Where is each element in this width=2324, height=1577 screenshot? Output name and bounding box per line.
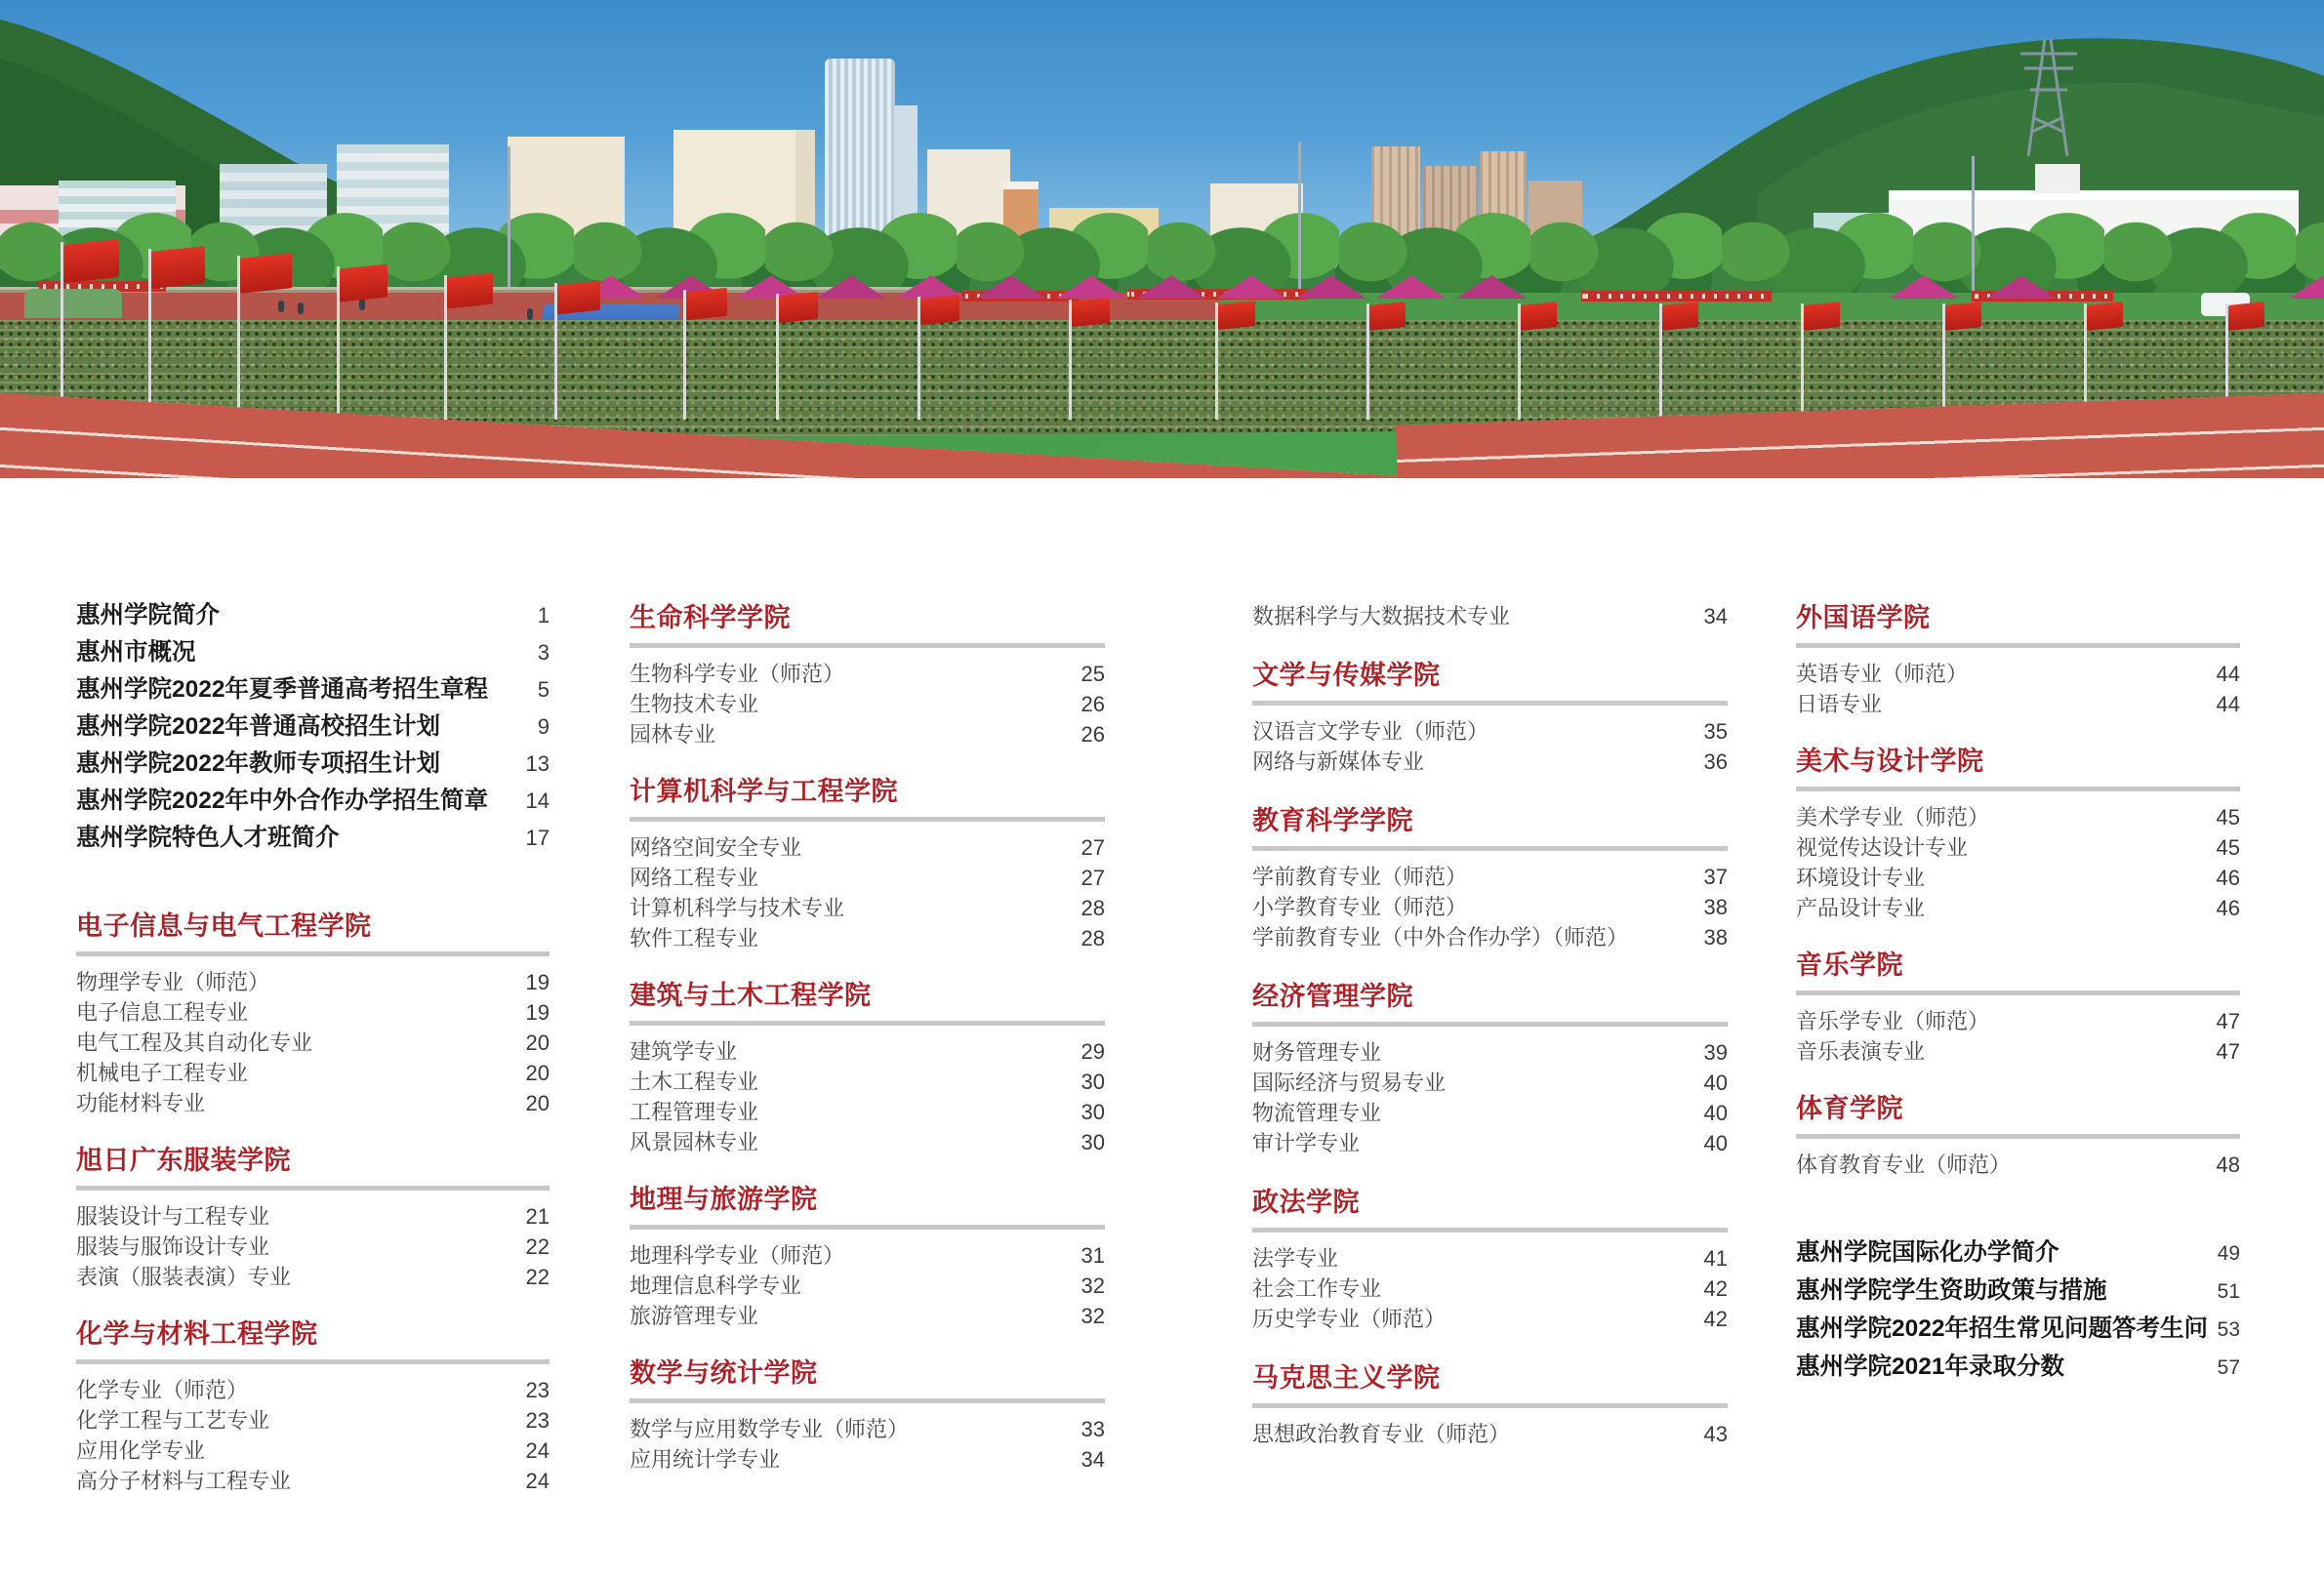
- toc-entry-page: 47: [2216, 1039, 2240, 1064]
- toc-entry: [630, 689, 1105, 719]
- toc-back-entry-label: 惠州学院国际化办学简介: [1796, 1239, 2059, 1266]
- toc-entry-label: 历史学专业（师范）: [1252, 1307, 1447, 1331]
- toc-entry-page: 25: [1080, 662, 1105, 686]
- toc-entry-page: 40: [1703, 1071, 1728, 1095]
- section-divider: [1252, 846, 1728, 851]
- toc-entry-page: 29: [1080, 1039, 1105, 1064]
- toc-front-entry-page: 5: [537, 677, 550, 702]
- toc-entry-label: 土木工程专业: [630, 1070, 759, 1094]
- toc-entry-label: 网络空间安全专业: [630, 835, 802, 860]
- toc-entry: [1796, 659, 2240, 689]
- toc-entry: [1252, 1304, 1728, 1334]
- college-section: [630, 603, 1105, 749]
- toc-entry-page: 28: [1080, 926, 1105, 950]
- toc-back-entry-label: 惠州学院2021年录取分数: [1796, 1354, 2065, 1380]
- college-heading: 计算机科学与工程学院: [630, 777, 898, 806]
- toc-entry-label: 计算机科学与技术专业: [630, 896, 845, 920]
- toc-entry-label: 物理学专业（师范）: [76, 970, 270, 994]
- toc-entry-page: 19: [525, 970, 550, 994]
- toc-back-entry: [1796, 1273, 2240, 1311]
- toc-entry-label: 汉语言文学专业（师范）: [1252, 719, 1489, 744]
- toc-entry: [1252, 1128, 1728, 1158]
- toc-entry-label: 国际经济与贸易专业: [1252, 1071, 1447, 1095]
- toc-entry: [630, 1414, 1105, 1444]
- college-section: [1796, 603, 2240, 719]
- toc-entry: [630, 923, 1105, 953]
- toc-entry: [630, 1240, 1105, 1271]
- toc-entry-page: 47: [2216, 1009, 2240, 1033]
- college-heading: 外国语学院: [1796, 603, 1931, 632]
- section-divider: [76, 951, 550, 956]
- toc-entry-page: 42: [1703, 1276, 1728, 1301]
- toc-entry: [630, 1097, 1105, 1127]
- toc-back-entry-page: 57: [2217, 1356, 2240, 1379]
- toc-entry-page: 23: [525, 1378, 550, 1402]
- college-heading: 生命科学学院: [630, 603, 791, 632]
- toc-entry-page: 44: [2216, 692, 2240, 716]
- toc-entry-label: 音乐学专业（师范）: [1796, 1009, 1990, 1033]
- toc-front-entry: [76, 783, 550, 820]
- college-section: [1252, 1363, 1728, 1449]
- toc-entry-label: 地理科学专业（师范）: [630, 1243, 845, 1268]
- college-heading: 旭日广东服装学院: [76, 1146, 291, 1175]
- toc-entry-label: 英语专业（师范）: [1796, 662, 1969, 686]
- toc-entry-label: 网络工程专业: [630, 866, 759, 890]
- toc-entry-label: 机械电子工程专业: [76, 1061, 249, 1085]
- toc-front-entry-label: 惠州学院简介: [76, 602, 220, 628]
- section-divider: [630, 1225, 1105, 1230]
- toc-back-list: [1796, 1234, 2240, 1387]
- toc-entry-page: 31: [1080, 1243, 1105, 1268]
- toc-front-entry: [76, 820, 550, 857]
- section-divider: [1796, 643, 2240, 648]
- toc-entry-label: 美术学专业（师范）: [1796, 805, 1990, 829]
- toc-entry-page: 46: [2216, 896, 2240, 920]
- toc-entry-label: 生物科学专业（师范）: [630, 662, 845, 686]
- toc-back-entry: [1796, 1349, 2240, 1387]
- toc-entry-page: 24: [525, 1438, 550, 1463]
- college-heading: 体育学院: [1796, 1094, 1903, 1123]
- section-divider: [1252, 701, 1728, 706]
- toc-entry-page: 20: [525, 1091, 550, 1115]
- toc-entry: [630, 719, 1105, 749]
- toc-entry-page: 35: [1703, 719, 1728, 744]
- toc-front-entry-label: 惠州学院2022年普通高校招生计划: [76, 713, 441, 740]
- toc-entry: [630, 1301, 1105, 1331]
- toc-entry: [1252, 1037, 1728, 1068]
- college-section: [76, 1146, 550, 1292]
- toc-back-entry: [1796, 1234, 2240, 1273]
- toc-entry-label: 化学专业（师范）: [76, 1378, 249, 1402]
- section-divider: [1796, 991, 2240, 995]
- toc-entry-page: 32: [1080, 1274, 1105, 1298]
- toc-entry: [1252, 892, 1728, 922]
- toc-entry-page: 21: [525, 1204, 550, 1229]
- toc-entry: [76, 1405, 550, 1435]
- toc-entry-label: 产品设计专业: [1796, 896, 1926, 920]
- toc-entry: [76, 1435, 550, 1466]
- college-section: [630, 981, 1105, 1157]
- toc-entry: [630, 1067, 1105, 1097]
- toc-entry-label: 风景园林专业: [630, 1130, 759, 1154]
- toc-entry-page: 32: [1080, 1304, 1105, 1328]
- toc-entry: [76, 967, 550, 997]
- toc-entry-page: 38: [1703, 895, 1728, 919]
- toc-front-entry: [76, 597, 550, 634]
- toc-entry-page: 27: [1080, 866, 1105, 890]
- toc-entry: [1796, 863, 2240, 893]
- toc-entry-label: 音乐表演专业: [1796, 1039, 1926, 1064]
- toc-entry: [630, 893, 1105, 923]
- toc-entry-page: 34: [1703, 604, 1728, 628]
- section-divider: [630, 817, 1105, 822]
- toc-entry-label: 日语专业: [1796, 692, 1883, 716]
- toc-entry: [76, 1058, 550, 1088]
- toc-entry-page: 30: [1080, 1100, 1105, 1124]
- toc-entry-label: 法学专业: [1252, 1246, 1339, 1271]
- toc-front-entry-label: 惠州市概况: [76, 639, 196, 666]
- section-divider: [630, 1398, 1105, 1403]
- college-section: [630, 777, 1105, 953]
- toc-back-entry-page: 51: [2217, 1280, 2240, 1303]
- toc-entry-label: 化学工程与工艺专业: [76, 1408, 270, 1433]
- toc-entry-page: 19: [525, 1000, 550, 1025]
- toc-entry-label: 生物技术专业: [630, 692, 759, 716]
- college-heading: 数学与统计学院: [630, 1358, 818, 1388]
- section-divider: [1252, 1228, 1728, 1233]
- toc-column-1: [76, 597, 550, 1496]
- toc-entry-page: 34: [1080, 1447, 1105, 1472]
- college-section: [630, 1185, 1105, 1331]
- college-heading: 政法学院: [1252, 1188, 1360, 1217]
- toc-back-entry: [1796, 1311, 2240, 1349]
- toc-entry-label: 软件工程专业: [630, 926, 759, 950]
- toc-entry-page: 37: [1703, 865, 1728, 889]
- toc-entry: [1252, 922, 1728, 952]
- toc-column-2: [630, 603, 1105, 1475]
- toc-entry-label: 学前教育专业（师范）: [1252, 865, 1468, 889]
- toc-entry: [76, 1375, 550, 1405]
- toc-entry: [630, 863, 1105, 893]
- college-heading: 文学与传媒学院: [1252, 661, 1441, 690]
- toc-entry-label: 学前教育专业（中外合作办学）（师范）: [1252, 925, 1629, 950]
- toc-front-entry: [76, 671, 550, 708]
- college-section: [1252, 982, 1728, 1158]
- toc-entry-label: 电气工程及其自动化专业: [76, 1031, 313, 1055]
- toc-entry: [1252, 1243, 1728, 1274]
- toc-back-entry-label: 惠州学院学生资助政策与措施: [1796, 1277, 2107, 1304]
- section-divider: [76, 1359, 550, 1364]
- toc-entry: [1252, 1068, 1728, 1098]
- toc-entry: [1796, 1006, 2240, 1036]
- toc-back-entry-page: 49: [2217, 1242, 2240, 1265]
- toc-entry: [76, 1028, 550, 1058]
- toc-entry-label: 数据科学与大数据技术专业: [1252, 604, 1511, 628]
- college-heading: 地理与旅游学院: [630, 1185, 818, 1214]
- toc-front-entry-page: 14: [525, 788, 550, 813]
- toc-entry: [1796, 832, 2240, 863]
- toc-entry: [1252, 747, 1728, 777]
- toc-entry-page: 40: [1703, 1101, 1728, 1125]
- toc-entry-label: 财务管理专业: [1252, 1040, 1382, 1065]
- toc-entry-page: 42: [1703, 1307, 1728, 1331]
- toc-front-entry-page: 3: [537, 640, 550, 665]
- college-heading: 化学与材料工程学院: [76, 1319, 318, 1349]
- toc-entry-page: 45: [2216, 805, 2240, 829]
- toc-entry: [1796, 802, 2240, 832]
- toc-entry-page: 40: [1703, 1131, 1728, 1155]
- toc-entry-page: 44: [2216, 662, 2240, 686]
- college-section: [1796, 950, 2240, 1067]
- toc-entry-page: 45: [2216, 835, 2240, 860]
- college-heading: 音乐学院: [1796, 950, 1903, 980]
- toc-entry-page: 20: [525, 1031, 550, 1055]
- toc-entry-page: 30: [1080, 1130, 1105, 1154]
- toc-entry-page: 20: [525, 1061, 550, 1085]
- toc-entry-label: 建筑学专业: [630, 1039, 738, 1064]
- toc-entry: [1796, 1150, 2240, 1180]
- toc-front-entry: [76, 708, 550, 746]
- toc-entry-label: 思想政治教育专业（师范）: [1252, 1422, 1511, 1446]
- section-divider: [1252, 1022, 1728, 1027]
- toc-entry-label: 应用化学专业: [76, 1438, 206, 1463]
- college-section: [76, 1319, 550, 1496]
- toc-entry: [1252, 862, 1728, 892]
- toc-entry-page: 27: [1080, 835, 1105, 860]
- college-section: [630, 1358, 1105, 1475]
- toc-front-entry: [76, 634, 550, 671]
- college-heading: 建筑与土木工程学院: [630, 981, 872, 1010]
- toc-entry: [1252, 1098, 1728, 1128]
- toc-column-4: [1796, 603, 2240, 1387]
- toc-entry-label: 审计学专业: [1252, 1131, 1361, 1155]
- toc-entry-label: 电子信息工程专业: [76, 1000, 249, 1025]
- section-divider: [76, 1186, 550, 1191]
- toc-front-entry: [76, 746, 550, 783]
- toc-entry: [76, 1088, 550, 1118]
- toc-entry: [630, 1036, 1105, 1067]
- toc-entry-page: 48: [2216, 1152, 2240, 1177]
- college-heading: 电子信息与电气工程学院: [76, 911, 372, 941]
- toc-entry-page: 39: [1703, 1040, 1728, 1065]
- toc-back-entry-page: 53: [2217, 1318, 2240, 1341]
- toc-entry: [76, 1232, 550, 1262]
- toc-entry: [1252, 1274, 1728, 1304]
- toc-entry-page: 46: [2216, 866, 2240, 890]
- toc-entry: [630, 1127, 1105, 1157]
- toc-entry-label: 网络与新媒体专业: [1252, 749, 1425, 774]
- toc-entry: [630, 659, 1105, 689]
- toc-entry: [76, 997, 550, 1028]
- toc-entry: [76, 1201, 550, 1232]
- toc-entry-label: 服装与服饰设计专业: [76, 1234, 270, 1259]
- toc-entry: [630, 832, 1105, 863]
- toc-entry: [1796, 689, 2240, 719]
- toc-front-entry-page: 17: [525, 826, 550, 850]
- toc-entry-label: 数学与应用数学专业（师范）: [630, 1417, 910, 1441]
- toc-front-entry-label: 惠州学院2022年教师专项招生计划: [76, 750, 441, 777]
- toc-entry-label: 服装设计与工程专业: [76, 1204, 270, 1229]
- toc-entry-label: 视觉传达设计专业: [1796, 835, 1969, 860]
- toc-entry-page: 28: [1080, 896, 1105, 920]
- toc-entry-page: 36: [1703, 749, 1728, 774]
- college-heading: 美术与设计学院: [1796, 747, 1984, 776]
- toc-entry-page: 22: [525, 1234, 550, 1259]
- toc-front-entry-label: 惠州学院2022年夏季普通高考招生章程: [76, 676, 489, 703]
- toc-entry-page: 38: [1703, 925, 1728, 950]
- toc-front-entry-label: 惠州学院2022年中外合作办学招生简章: [76, 788, 489, 814]
- toc-entry-label: 园林专业: [630, 722, 716, 747]
- toc-entry-label: 工程管理专业: [630, 1100, 759, 1124]
- section-divider: [1252, 1403, 1728, 1408]
- toc-entry-label: 地理信息科学专业: [630, 1274, 802, 1298]
- toc-entry-page: 22: [525, 1265, 550, 1289]
- toc-front-entry-page: 1: [537, 603, 550, 627]
- toc-column-3: [1252, 601, 1728, 1449]
- college-section: [76, 911, 550, 1118]
- college-section: [1796, 1094, 2240, 1180]
- toc-front-entry-page: 9: [537, 714, 550, 739]
- college-section: [1796, 747, 2240, 923]
- toc-entry-page: 33: [1080, 1417, 1105, 1441]
- section-divider: [1796, 787, 2240, 791]
- college-section: [1252, 661, 1728, 777]
- college-heading: 教育科学学院: [1252, 806, 1413, 835]
- toc-entry-label: 表演（服装表演）专业: [76, 1265, 292, 1289]
- toc-entry: [630, 1444, 1105, 1475]
- toc-entry-page: 30: [1080, 1070, 1105, 1094]
- toc-entry-label: 物流管理专业: [1252, 1101, 1382, 1125]
- college-section: [1252, 1188, 1728, 1334]
- toc-front-entry-label: 惠州学院特色人才班简介: [76, 825, 340, 851]
- toc-entry: [1796, 1036, 2240, 1067]
- section-divider: [630, 1021, 1105, 1026]
- section-divider: [1796, 1134, 2240, 1139]
- toc-entry: [1252, 716, 1728, 747]
- toc-entry: [76, 1262, 550, 1292]
- toc-entry: [1252, 601, 1728, 631]
- toc-entry-label: 社会工作专业: [1252, 1276, 1382, 1301]
- toc-entry-page: 41: [1703, 1246, 1728, 1271]
- toc-entry: [1252, 1419, 1728, 1449]
- toc-entry-label: 环境设计专业: [1796, 866, 1926, 890]
- toc-back-entry-label: 惠州学院2022年招生常见问题答考生问: [1796, 1315, 2209, 1342]
- toc-entry-page: 23: [525, 1408, 550, 1433]
- toc-entry-page: 26: [1080, 722, 1105, 747]
- toc-entry-label: 小学教育专业（师范）: [1252, 895, 1468, 919]
- section-divider: [630, 643, 1105, 648]
- toc-entry-label: 旅游管理专业: [630, 1304, 759, 1328]
- toc-entry: [1796, 893, 2240, 923]
- toc-entry-label: 应用统计学专业: [630, 1447, 781, 1472]
- toc-entry-label: 功能材料专业: [76, 1091, 206, 1115]
- toc-entry-page: 26: [1080, 692, 1105, 716]
- toc-entry: [630, 1271, 1105, 1301]
- toc-front-entry-page: 13: [525, 751, 550, 776]
- toc-entry-page: 24: [525, 1469, 550, 1493]
- toc-entry: [76, 1466, 550, 1496]
- college-section: [1252, 806, 1728, 952]
- college-heading: 经济管理学院: [1252, 982, 1413, 1011]
- toc-entry-label: 体育教育专业（师范）: [1796, 1152, 2012, 1177]
- toc-entry-page: 43: [1703, 1422, 1728, 1446]
- college-heading: 马克思主义学院: [1252, 1363, 1441, 1393]
- toc-entry-label: 高分子材料与工程专业: [76, 1469, 292, 1493]
